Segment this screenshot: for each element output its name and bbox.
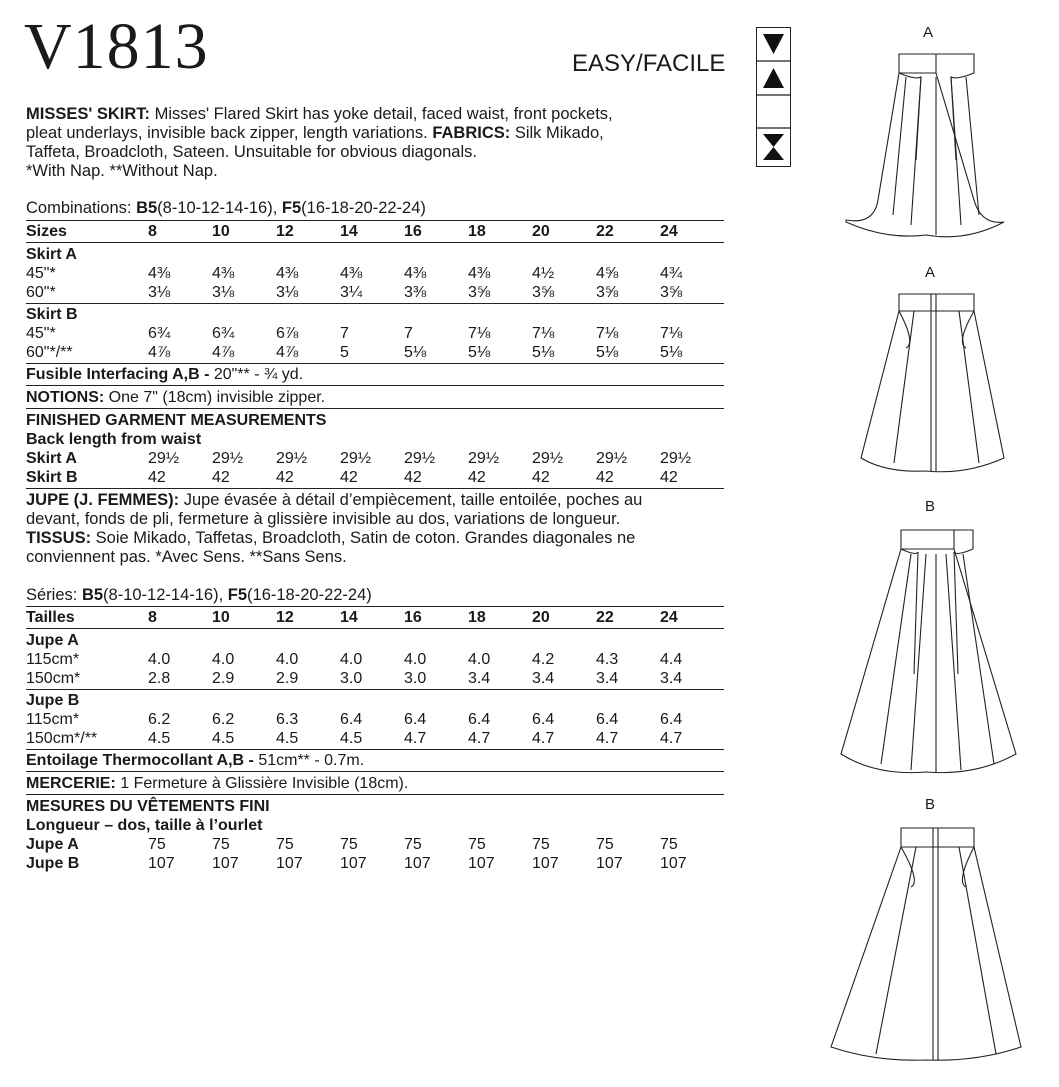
table-cell: 3.0 [404, 670, 427, 687]
table-cell: 7⅛ [660, 325, 683, 342]
table-cell: 3.4 [596, 670, 619, 687]
section-text: 1 Fermeture à Glissière Invisible (18cm). [115, 775, 409, 792]
fabrics-label: TISSUS: [26, 529, 92, 547]
table-cell: 16 [404, 609, 422, 626]
table-rule [26, 488, 724, 489]
table-cell: 4.0 [276, 651, 299, 668]
combo-code: F5 [227, 586, 248, 604]
row-label: 150cm*/** [26, 730, 98, 747]
table-cell: 107 [532, 855, 559, 872]
table-cell: 20 [532, 223, 550, 240]
table-cell: 18 [468, 609, 486, 626]
interfacing-line [26, 751, 726, 770]
table-cell: 10 [212, 223, 230, 240]
table-cell: 29½ [660, 450, 692, 467]
table-cell: 4.5 [148, 730, 171, 747]
pattern-number: V1813 [24, 10, 209, 83]
combinations-line [26, 199, 426, 218]
table-rule [26, 689, 724, 690]
row-label: Tailles [26, 609, 75, 626]
finished-skirt-a-row [26, 835, 726, 854]
table-cell: 42 [660, 469, 678, 486]
table-cell: 4.7 [660, 730, 683, 747]
table-cell: 6¾ [148, 325, 171, 342]
table-cell: 4⅜ [340, 265, 363, 282]
table-rule [26, 220, 724, 221]
table-row [26, 710, 726, 729]
down-triangle-icon [763, 34, 784, 54]
table-cell: 4⅞ [212, 344, 235, 361]
description-title: JUPE (J. FEMMES): [26, 491, 180, 509]
table-cell: 22 [596, 223, 614, 240]
table-cell: 4⅞ [148, 344, 171, 361]
skirt-view-b-front-illustration [826, 524, 1026, 784]
combinations-label: Séries: [26, 586, 82, 604]
table-cell: 107 [148, 855, 175, 872]
table-row [26, 729, 726, 748]
table-cell: 22 [596, 609, 614, 626]
table-cell: 7 [404, 325, 413, 342]
table-cell: 75 [340, 836, 358, 853]
sizes-header-row [26, 608, 726, 627]
table-cell: 3⅛ [276, 284, 299, 301]
table-cell: 4¾ [660, 265, 683, 282]
table-cell: 3⅝ [468, 284, 491, 301]
table-cell: 3.4 [468, 670, 491, 687]
section-text: One 7" (18cm) invisible zipper. [104, 389, 326, 406]
table-cell: 6⅞ [276, 325, 299, 342]
table-row [26, 650, 726, 669]
table-cell: 7⅛ [596, 325, 619, 342]
table-cell: 6.4 [660, 711, 683, 728]
row-label: Jupe A [26, 632, 79, 649]
section-text: 51cm** - 0.7m. [253, 752, 365, 769]
table-row [26, 669, 726, 688]
description-text: pleat underlays, invisible back zipper, length variations. [26, 124, 433, 142]
table-rule [26, 794, 724, 795]
table-cell: 4.2 [532, 651, 555, 668]
table-cell: 4⅞ [276, 344, 299, 361]
table-cell: 6.2 [212, 711, 235, 728]
table-cell: 4.4 [660, 651, 683, 668]
description-text: Jupe évasée à détail d’empiècement, taille entoilée, poches au [179, 491, 643, 509]
table-cell: 4.5 [340, 730, 363, 747]
table-cell: 2.9 [276, 670, 299, 687]
row-label: Sizes [26, 223, 67, 240]
fabric-symbols [756, 27, 791, 167]
table-row [26, 324, 726, 343]
table-cell: 4.7 [596, 730, 619, 747]
table-cell: 42 [404, 469, 422, 486]
section-label: Back length from waist [26, 431, 202, 448]
table-cell: 4.5 [276, 730, 299, 747]
table-cell: 42 [148, 469, 166, 486]
table-cell: 4⅜ [404, 265, 427, 282]
table-cell: 7 [340, 325, 349, 342]
finished-skirt-a-row [26, 449, 726, 468]
combo-sizes: (16-18-20-22-24) [247, 586, 372, 604]
table-cell: 3.4 [660, 670, 683, 687]
section-label: Entoilage Thermocollant A,B - [26, 752, 254, 769]
table-cell: 42 [340, 469, 358, 486]
table-cell: 42 [596, 469, 614, 486]
table-cell: 6.4 [468, 711, 491, 728]
table-cell: 4⅜ [468, 265, 491, 282]
section-label: MESURES DU VÊTEMENTS FINI [26, 798, 270, 815]
row-label: 150cm* [26, 670, 81, 687]
table-cell: 4.3 [596, 651, 619, 668]
table-cell: 107 [596, 855, 623, 872]
skirt-view-b-back-illustration [826, 822, 1026, 1067]
table-cell: 5⅛ [660, 344, 683, 361]
notions-line [26, 774, 726, 793]
table-cell: 3⅛ [212, 284, 235, 301]
table-cell: 3⅝ [660, 284, 683, 301]
row-label: 45"* [26, 265, 56, 282]
table-cell: 18 [468, 223, 486, 240]
fabrics-text: Silk Mikado, [510, 124, 604, 142]
notions-line [26, 388, 726, 407]
row-label: Jupe B [26, 855, 80, 872]
section-label: MERCERIE: [26, 775, 116, 792]
table-cell: 12 [276, 223, 294, 240]
table-cell: 29½ [468, 450, 500, 467]
french-description [26, 491, 726, 567]
table-cell: 16 [404, 223, 422, 240]
table-cell: 4.0 [468, 651, 491, 668]
table-cell: 75 [596, 836, 614, 853]
table-cell: 107 [212, 855, 239, 872]
table-row [26, 283, 726, 302]
table-cell: 7⅛ [532, 325, 555, 342]
table-cell: 3.0 [340, 670, 363, 687]
table-cell: 24 [660, 223, 678, 240]
skirt-a-heading [26, 245, 726, 264]
table-cell: 75 [212, 836, 230, 853]
table-cell: 4½ [532, 265, 555, 282]
table-cell: 6.4 [532, 711, 555, 728]
table-cell: 4.0 [404, 651, 427, 668]
table-rule [26, 385, 724, 386]
row-label: Skirt B [26, 306, 78, 323]
table-cell: 4⅜ [276, 265, 299, 282]
table-cell: 6.4 [596, 711, 619, 728]
difficulty-label: EASY/FACILE [572, 50, 726, 77]
table-cell: 2.9 [212, 670, 235, 687]
combo-code: B5 [81, 586, 104, 604]
section-label: NOTIONS: [26, 389, 105, 406]
table-cell: 24 [660, 609, 678, 626]
combinations-label: Combinations: [26, 199, 137, 217]
table-cell: 4⅝ [596, 265, 619, 282]
description-text: devant, fonds de pli, fermeture à glissière invisible au dos, variations de longueur. [26, 510, 621, 528]
table-rule [26, 771, 724, 772]
table-rule [26, 242, 724, 243]
table-cell: 4⅜ [148, 265, 171, 282]
table-cell: 29½ [276, 450, 308, 467]
table-cell: 75 [148, 836, 166, 853]
table-cell: 6.3 [276, 711, 299, 728]
row-label: Skirt A [26, 246, 77, 263]
table-cell: 4.0 [148, 651, 171, 668]
table-cell: 8 [148, 609, 157, 626]
row-label: Jupe B [26, 692, 80, 709]
table-cell: 20 [532, 609, 550, 626]
finished-skirt-b-row [26, 854, 726, 873]
table-cell: 3⅝ [596, 284, 619, 301]
table-cell: 4.7 [532, 730, 555, 747]
skirt-view-a-back-illustration [826, 288, 1026, 478]
table-cell: 6.4 [404, 711, 427, 728]
back-length-label [26, 430, 726, 449]
row-label: Jupe A [26, 836, 79, 853]
table-cell: 75 [404, 836, 422, 853]
table-cell: 29½ [404, 450, 436, 467]
table-cell: 5⅛ [596, 344, 619, 361]
table-row [26, 343, 726, 362]
table-cell: 12 [276, 609, 294, 626]
combo-sizes: (8-10-12-14-16), [103, 586, 228, 604]
fabrics-label: FABRICS: [432, 124, 511, 142]
table-cell: 75 [660, 836, 678, 853]
table-cell: 5⅛ [468, 344, 491, 361]
row-label: Skirt B [26, 469, 78, 486]
table-cell: 14 [340, 609, 358, 626]
row-label: 60"*/** [26, 344, 73, 361]
description-text: Misses' Flared Skirt has yoke detail, faced waist, front pockets, [150, 105, 613, 123]
hourglass-icon [763, 134, 784, 147]
table-cell: 4.7 [404, 730, 427, 747]
fabrics-text: conviennent pas. *Avec Sens. **Sans Sens. [26, 548, 347, 566]
row-label: 60"* [26, 284, 56, 301]
row-label: 115cm* [26, 711, 80, 728]
section-label: Fusible Interfacing A,B - [26, 366, 210, 383]
table-rule [26, 303, 724, 304]
up-triangle-icon [763, 68, 784, 88]
table-cell: 107 [276, 855, 303, 872]
table-rule [26, 749, 724, 750]
combo-sizes: (8-10-12-14-16), [157, 199, 282, 217]
table-cell: 107 [660, 855, 687, 872]
interfacing-line [26, 365, 726, 384]
table-rule [26, 628, 724, 629]
table-cell: 6¾ [212, 325, 235, 342]
table-cell: 4.7 [468, 730, 491, 747]
skirt-view-a-front-illustration [826, 50, 1026, 250]
description-title: MISSES' SKIRT: [26, 105, 151, 123]
table-cell: 2.8 [148, 670, 171, 687]
table-cell: 42 [212, 469, 230, 486]
view-label: A [924, 264, 935, 281]
view-label: B [924, 796, 935, 813]
table-cell: 29½ [340, 450, 372, 467]
table-cell: 29½ [212, 450, 244, 467]
table-cell: 8 [148, 223, 157, 240]
table-cell: 7⅛ [468, 325, 491, 342]
table-cell: 5⅛ [404, 344, 427, 361]
view-label: A [922, 24, 933, 41]
skirt-b-heading [26, 691, 726, 710]
table-rule [26, 363, 724, 364]
table-cell: 6.4 [340, 711, 363, 728]
skirt-b-heading [26, 305, 726, 324]
section-text: 20"** - ¾ yd. [209, 366, 304, 383]
nap-symbols-icon [757, 28, 790, 166]
table-cell: 4.0 [340, 651, 363, 668]
table-cell: 3⅛ [148, 284, 171, 301]
table-rule [26, 408, 724, 409]
combo-sizes: (16-18-20-22-24) [301, 199, 426, 217]
table-cell: 75 [468, 836, 486, 853]
row-label: Skirt A [26, 450, 77, 467]
view-label: B [924, 498, 935, 515]
table-cell: 29½ [532, 450, 564, 467]
finished-title [26, 797, 726, 816]
nap-text: *With Nap. **Without Nap. [26, 162, 218, 180]
table-cell: 4⅜ [212, 265, 235, 282]
table-cell: 75 [532, 836, 550, 853]
table-cell: 29½ [596, 450, 628, 467]
table-cell: 6.2 [148, 711, 171, 728]
table-cell: 3¼ [340, 284, 363, 301]
table-cell: 10 [212, 609, 230, 626]
fabrics-text: Taffeta, Broadcloth, Sateen. Unsuitable for obvious diagonals. [26, 143, 477, 161]
table-row [26, 264, 726, 283]
table-cell: 42 [468, 469, 486, 486]
table-cell: 107 [404, 855, 431, 872]
combo-code: F5 [281, 199, 302, 217]
table-cell: 3.4 [532, 670, 555, 687]
english-description [26, 105, 726, 181]
series-line [26, 586, 372, 605]
table-cell: 29½ [148, 450, 180, 467]
combo-code: B5 [136, 199, 158, 217]
section-label: Longueur – dos, taille à l’ourlet [26, 817, 263, 834]
section-label: FINISHED GARMENT MEASUREMENTS [26, 412, 327, 429]
skirt-a-heading [26, 631, 726, 650]
table-cell: 3⅜ [404, 284, 427, 301]
sizes-header-row [26, 222, 726, 241]
table-cell: 5⅛ [532, 344, 555, 361]
table-cell: 4.0 [212, 651, 235, 668]
table-cell: 4.5 [212, 730, 235, 747]
table-cell: 107 [340, 855, 367, 872]
table-cell: 3⅝ [532, 284, 555, 301]
table-cell: 42 [276, 469, 294, 486]
finished-title [26, 411, 726, 430]
fabrics-text: Soie Mikado, Taffetas, Broadcloth, Satin de coton. Grandes diagonales ne [91, 529, 636, 547]
finished-skirt-b-row [26, 468, 726, 487]
table-cell: 5 [340, 344, 349, 361]
table-cell: 42 [532, 469, 550, 486]
row-label: 45"* [26, 325, 56, 342]
table-cell: 14 [340, 223, 358, 240]
row-label: 115cm* [26, 651, 80, 668]
table-cell: 107 [468, 855, 495, 872]
table-cell: 75 [276, 836, 294, 853]
back-length-label [26, 816, 726, 835]
table-rule [26, 606, 724, 607]
